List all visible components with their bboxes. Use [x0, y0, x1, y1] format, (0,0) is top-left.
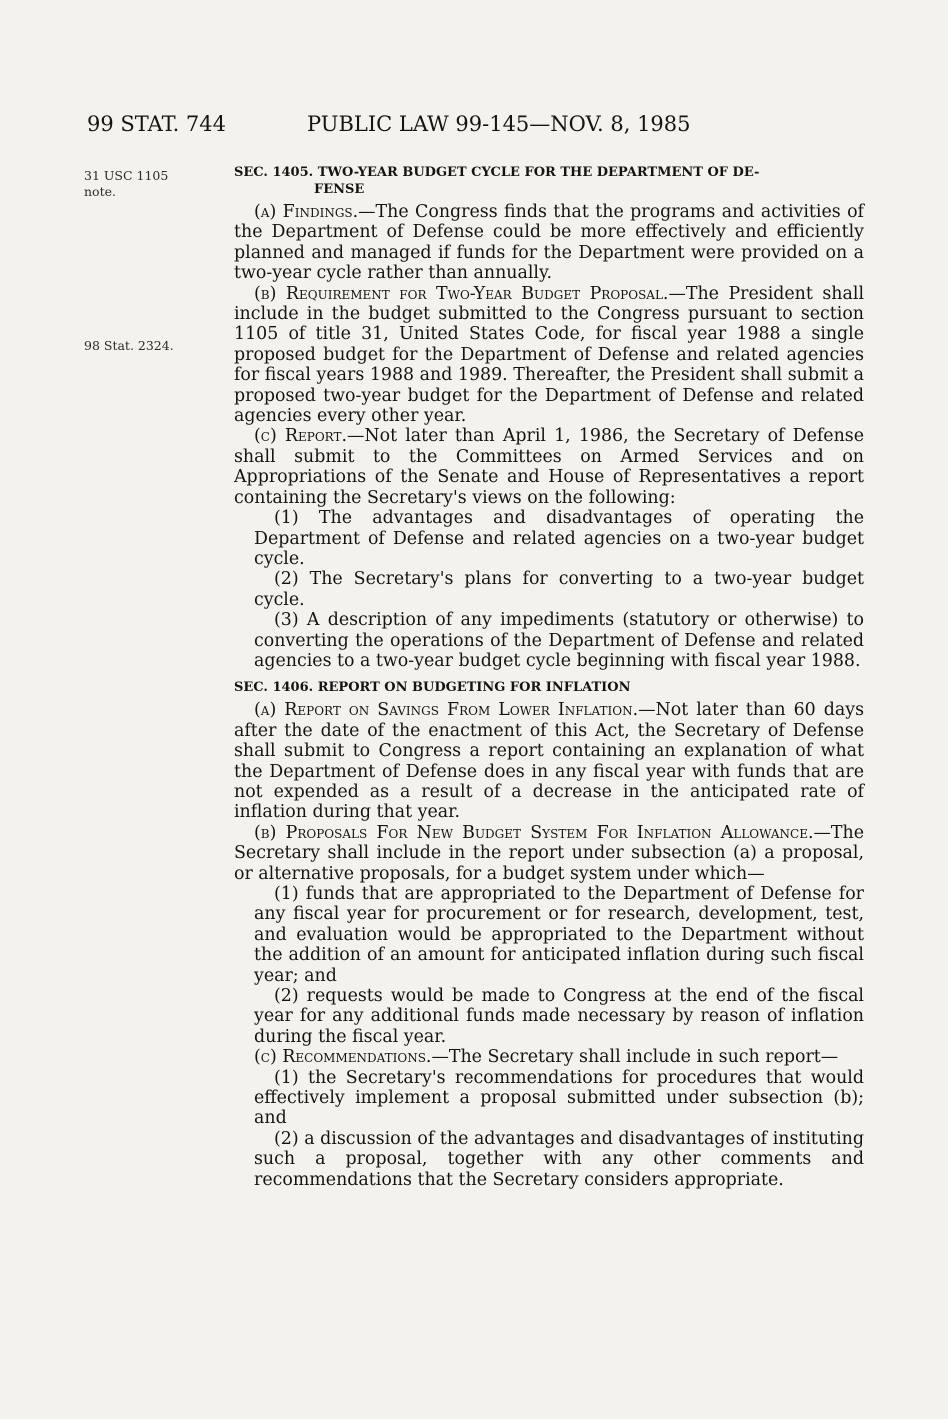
page-header [87, 112, 877, 142]
section-1405-b-text: —The President shall include in the budget submitted to the Congress pursuant to section 1105 of title 31, United States Code, for fiscal year 1988 a single proposed budget for the Department of Defense and related agencies for fiscal years 1988 and 1989. Thereafter, the President shall submit a proposed two-year budget for the Department of Defense and related agencies every other year. [234, 283, 865, 427]
section-1406-a [234, 700, 864, 822]
margin-note-usc-line1: 31 USC 1105 [84, 168, 169, 183]
section-1405-a [234, 202, 864, 284]
section-1406-a-label: (a) Report on Savings From Lower Inflation. [254, 700, 639, 721]
section-1405-c-item-3: (3) A description of any impediments (statutory or otherwise) to converting the operations of the Department of Defense and related agencies to a two-year budget cycle beginning with fiscal year 1988. [254, 610, 864, 671]
section-1406-a-text: —Not later than 60 days after the date of the enactment of this Act, the Secretary of Defense shall submit to Congress a report containing an explanation of what the Department of Defense does in any fiscal year with funds that are not expended as a result of a decrease in the anticipated rate of inflation during that year. [234, 700, 865, 823]
stat-page-number: 99 STAT. 744 [87, 112, 227, 136]
section-1405-b [234, 284, 864, 427]
section-1405-c-item-2: (2) The Secretary's plans for converting to a two-year budget cycle. [254, 569, 864, 610]
section-1405-heading-line1: SEC. 1405. TWO-YEAR BUDGET CYCLE FOR THE DEPARTMENT OF DE- [234, 165, 760, 180]
document-body [234, 164, 864, 1190]
section-1406-c-item-2: (2) a discussion of the advantages and disadvantages of instituting such a proposal, together with any other comments and recommendations that the Secretary considers appropriate. [254, 1128, 864, 1190]
section-1406-c-label: (c) Recommendations. [254, 1047, 432, 1068]
section-1405-a-label: (a) Findings. [254, 202, 359, 222]
section-1406-heading: SEC. 1406. REPORT ON BUDGETING FOR INFLATION [234, 680, 631, 696]
section-1406-b-item-1: (1) funds that are appropriated to the Department of Defense for any fiscal year for procurement or for research, development, test, and evaluation would be appropriated to the Department without the addition of an amount for anticipated inflation during such fiscal year; and [254, 884, 864, 986]
section-1405-a-text: —The Congress finds that the programs and activities of the Department of Defense could be more effectively and efficiently planned and managed if funds for the Department were provided on a two-year cycle rather than annually. [234, 202, 864, 284]
law-title: PUBLIC LAW 99-145—NOV. 8, 1985 [307, 112, 691, 136]
section-1405-c [234, 426, 864, 508]
section-1406-c-text: —The Secretary shall include in such report— [431, 1047, 839, 1068]
section-1405-c-label: (c) Report. [254, 426, 348, 447]
section-1405-heading-line2: FENSE [314, 182, 365, 197]
margin-note-stat: 98 Stat. 2324. [84, 338, 174, 353]
margin-note-usc-line2: note. [84, 184, 116, 199]
section-1406-b [234, 823, 864, 884]
section-1406-b-label: (b) Proposals For New Budget System For Inflation Allowance. [254, 822, 814, 843]
section-1406-c [234, 1047, 864, 1067]
section-1405-b-label: (b) Requirement for Two-Year Budget Proposal. [254, 283, 669, 304]
section-1406-c-item-1: (1) the Secretary's recommendations for procedures that would effectively implement a proposal submitted under subsection (b); and [254, 1067, 864, 1129]
section-1406-b-item-2: (2) requests would be made to Congress at the end of the fiscal year for any additional funds made necessary by reason of inflation during the fiscal year. [254, 986, 864, 1047]
section-1405-c-item-1: (1) The advantages and disadvantages of operating the Department of Defense and related agencies on a two-year budget cycle. [254, 508, 864, 569]
section-1406-b-text: —The Secretary shall include in the report under subsection (a) a proposal, or alternative proposals, for a budget system under which— [234, 822, 864, 884]
section-1405-c-text: —Not later than April 1, 1986, the Secretary of Defense shall submit to the Committees on Armed Services and on Appropriations of the Senate and House of Representatives a report containing the Secretary's views on the following: [234, 426, 865, 508]
margin-note-usc [84, 168, 168, 200]
section-1405-heading [234, 164, 864, 198]
